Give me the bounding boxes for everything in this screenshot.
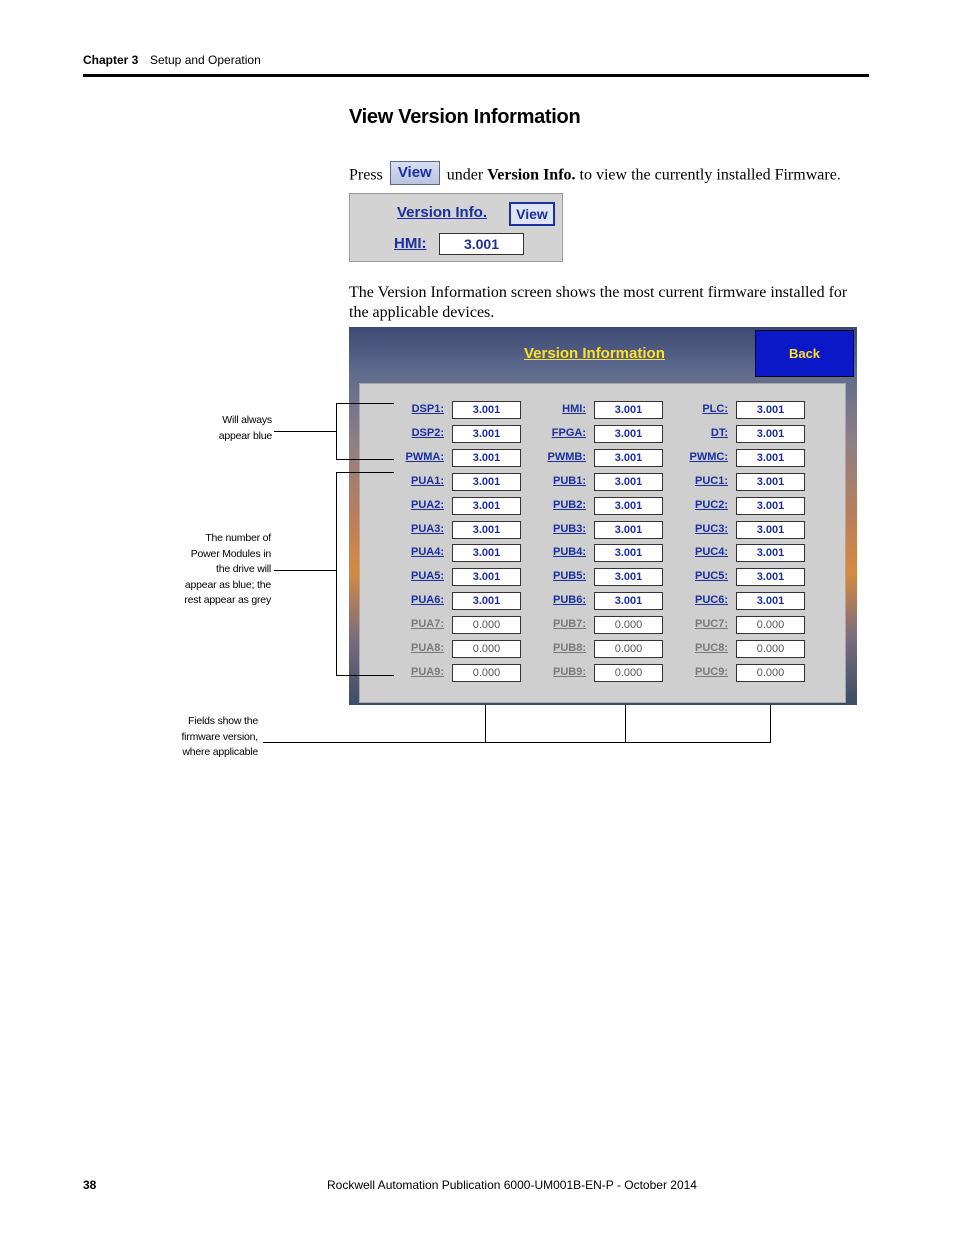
- hmi-label: HMI:: [394, 235, 427, 252]
- device-label: DT:: [710, 427, 728, 439]
- firmware-version-field: 3.001: [736, 497, 805, 515]
- firmware-version-field: 0.000: [452, 640, 521, 658]
- firmware-version-field: 3.001: [736, 592, 805, 610]
- firmware-version-field: 0.000: [736, 664, 805, 682]
- device-label: PUC1:: [694, 475, 728, 487]
- back-button[interactable]: Back: [755, 330, 854, 377]
- version-grid: [359, 383, 846, 703]
- firmware-version-field: 3.001: [594, 473, 663, 491]
- device-label: PUC8:: [694, 642, 728, 654]
- device-label: PUC5:: [694, 570, 728, 582]
- hmi-version-field: 3.001: [439, 233, 524, 255]
- screen-title: Version Information: [524, 345, 665, 362]
- device-label: PUB4:: [552, 546, 586, 558]
- note-line: firmware version,: [181, 730, 258, 743]
- note-power-modules: [170, 531, 271, 609]
- note-line: The number of: [205, 532, 271, 544]
- firmware-version-field: 3.001: [594, 497, 663, 515]
- callout-line: [274, 570, 336, 571]
- firmware-version-field: 3.001: [736, 425, 805, 443]
- device-label: PUC4:: [694, 546, 728, 558]
- firmware-version-field: 3.001: [594, 401, 663, 419]
- device-label: PUC7:: [694, 618, 728, 630]
- firmware-version-field: 3.001: [736, 521, 805, 539]
- bracket-line: [336, 472, 337, 676]
- callout-line: [485, 705, 486, 743]
- device-label: HMI:: [562, 403, 586, 415]
- firmware-version-field: 3.001: [736, 544, 805, 562]
- firmware-version-field: 0.000: [594, 640, 663, 658]
- bracket-line: [336, 403, 337, 460]
- firmware-version-field: 3.001: [452, 544, 521, 562]
- version-info-label: Version Info.: [397, 204, 488, 221]
- firmware-version-field: 0.000: [452, 616, 521, 634]
- firmware-version-field: 3.001: [452, 592, 521, 610]
- device-label: PUB3:: [552, 523, 586, 535]
- note-line: Will always: [222, 414, 272, 426]
- firmware-version-field: 3.001: [736, 401, 805, 419]
- bracket-line: [336, 459, 394, 460]
- firmware-version-field: 3.001: [594, 521, 663, 539]
- firmware-version-field: 0.000: [736, 640, 805, 658]
- device-label: PUA7:: [410, 618, 444, 630]
- device-label: PLC:: [702, 403, 728, 415]
- device-label: PUC3:: [694, 523, 728, 535]
- device-label: PUC6:: [694, 594, 728, 606]
- section-label: Setup and Operation: [150, 53, 261, 67]
- firmware-version-field: 0.000: [594, 664, 663, 682]
- note-line: the drive will: [216, 563, 271, 575]
- device-label: PUA1:: [410, 475, 444, 487]
- firmware-version-field: 3.001: [452, 401, 521, 419]
- firmware-version-field: 3.001: [452, 521, 521, 539]
- version-information-screen: [349, 327, 857, 705]
- note-line: Fields show the: [188, 715, 258, 727]
- chapter-label: Chapter 3: [83, 53, 139, 67]
- firmware-version-field: 3.001: [452, 449, 521, 467]
- device-label: PWMA:: [405, 451, 444, 463]
- under-text: under: [446, 166, 484, 184]
- note-line: where applicable: [182, 746, 258, 758]
- note-fields: [170, 714, 258, 761]
- bracket-line: [336, 675, 394, 676]
- device-label: PUC2:: [694, 499, 728, 511]
- firmware-version-field: 3.001: [452, 568, 521, 586]
- device-label: DSP2:: [411, 427, 444, 439]
- device-label: PUB9:: [552, 666, 586, 678]
- note-always-blue: [196, 413, 272, 444]
- header-rule: [83, 74, 869, 77]
- device-label: PUA5:: [410, 570, 444, 582]
- device-label: PUC9:: [694, 666, 728, 678]
- note-line: appear as blue; the: [184, 578, 271, 591]
- device-label: PUA3:: [410, 523, 444, 535]
- bracket-line: [336, 472, 394, 473]
- device-label: DSP1:: [411, 403, 444, 415]
- page-number: 38: [83, 1178, 97, 1192]
- device-label: PUA4:: [410, 546, 444, 558]
- firmware-version-field: 3.001: [736, 473, 805, 491]
- version-info-text: Version Info.: [487, 166, 576, 184]
- inline-view-button: View: [390, 161, 440, 185]
- device-label: PWMB:: [547, 451, 586, 463]
- version-info-panel: [349, 193, 563, 262]
- firmware-version-field: 0.000: [452, 664, 521, 682]
- device-label: PUB8:: [552, 642, 586, 654]
- callout-line: [625, 705, 626, 743]
- press-text: Press: [349, 166, 383, 184]
- note-line: appear blue: [218, 429, 272, 442]
- page-title: View Version Information: [349, 106, 581, 128]
- note-line: Power Modules in: [190, 547, 271, 560]
- firmware-version-field: 3.001: [594, 568, 663, 586]
- firmware-version-field: 3.001: [452, 497, 521, 515]
- callout-line: [770, 705, 771, 743]
- firmware-version-field: 3.001: [594, 425, 663, 443]
- device-label: PUB6:: [552, 594, 586, 606]
- firmware-version-field: 3.001: [594, 449, 663, 467]
- firmware-version-field: 3.001: [452, 425, 521, 443]
- device-label: PUA2:: [410, 499, 444, 511]
- description-paragraph: The Version Information screen shows the most current firmware installed for the applicable devices.: [349, 284, 848, 321]
- device-label: PUB2:: [552, 499, 586, 511]
- view-button[interactable]: View: [509, 202, 555, 226]
- firmware-version-field: 3.001: [736, 568, 805, 586]
- note-line: rest appear as grey: [184, 594, 271, 606]
- firmware-version-field: 3.001: [594, 544, 663, 562]
- device-label: PUB7:: [552, 618, 586, 630]
- device-label: PUA6:: [410, 594, 444, 606]
- callout-line: [263, 742, 771, 743]
- bracket-line: [336, 403, 394, 404]
- device-label: PWMC:: [689, 451, 728, 463]
- device-label: PUB5:: [552, 570, 586, 582]
- firmware-version-field: 0.000: [594, 616, 663, 634]
- firmware-version-field: 3.001: [594, 592, 663, 610]
- publication-info: Rockwell Automation Publication 6000-UM001B-EN-P - October 2014: [327, 1178, 697, 1192]
- firmware-version-field: 3.001: [736, 449, 805, 467]
- firmware-version-field: 3.001: [452, 473, 521, 491]
- device-label: PUA8:: [410, 642, 444, 654]
- callout-line: [274, 431, 336, 432]
- device-label: PUB1:: [552, 475, 586, 487]
- device-label: FPGA:: [551, 427, 586, 439]
- firmware-version-field: 0.000: [736, 616, 805, 634]
- after-text: to view the currently installed Firmware.: [579, 166, 841, 184]
- intro-paragraph: [349, 164, 841, 188]
- device-label: PUA9:: [410, 666, 444, 678]
